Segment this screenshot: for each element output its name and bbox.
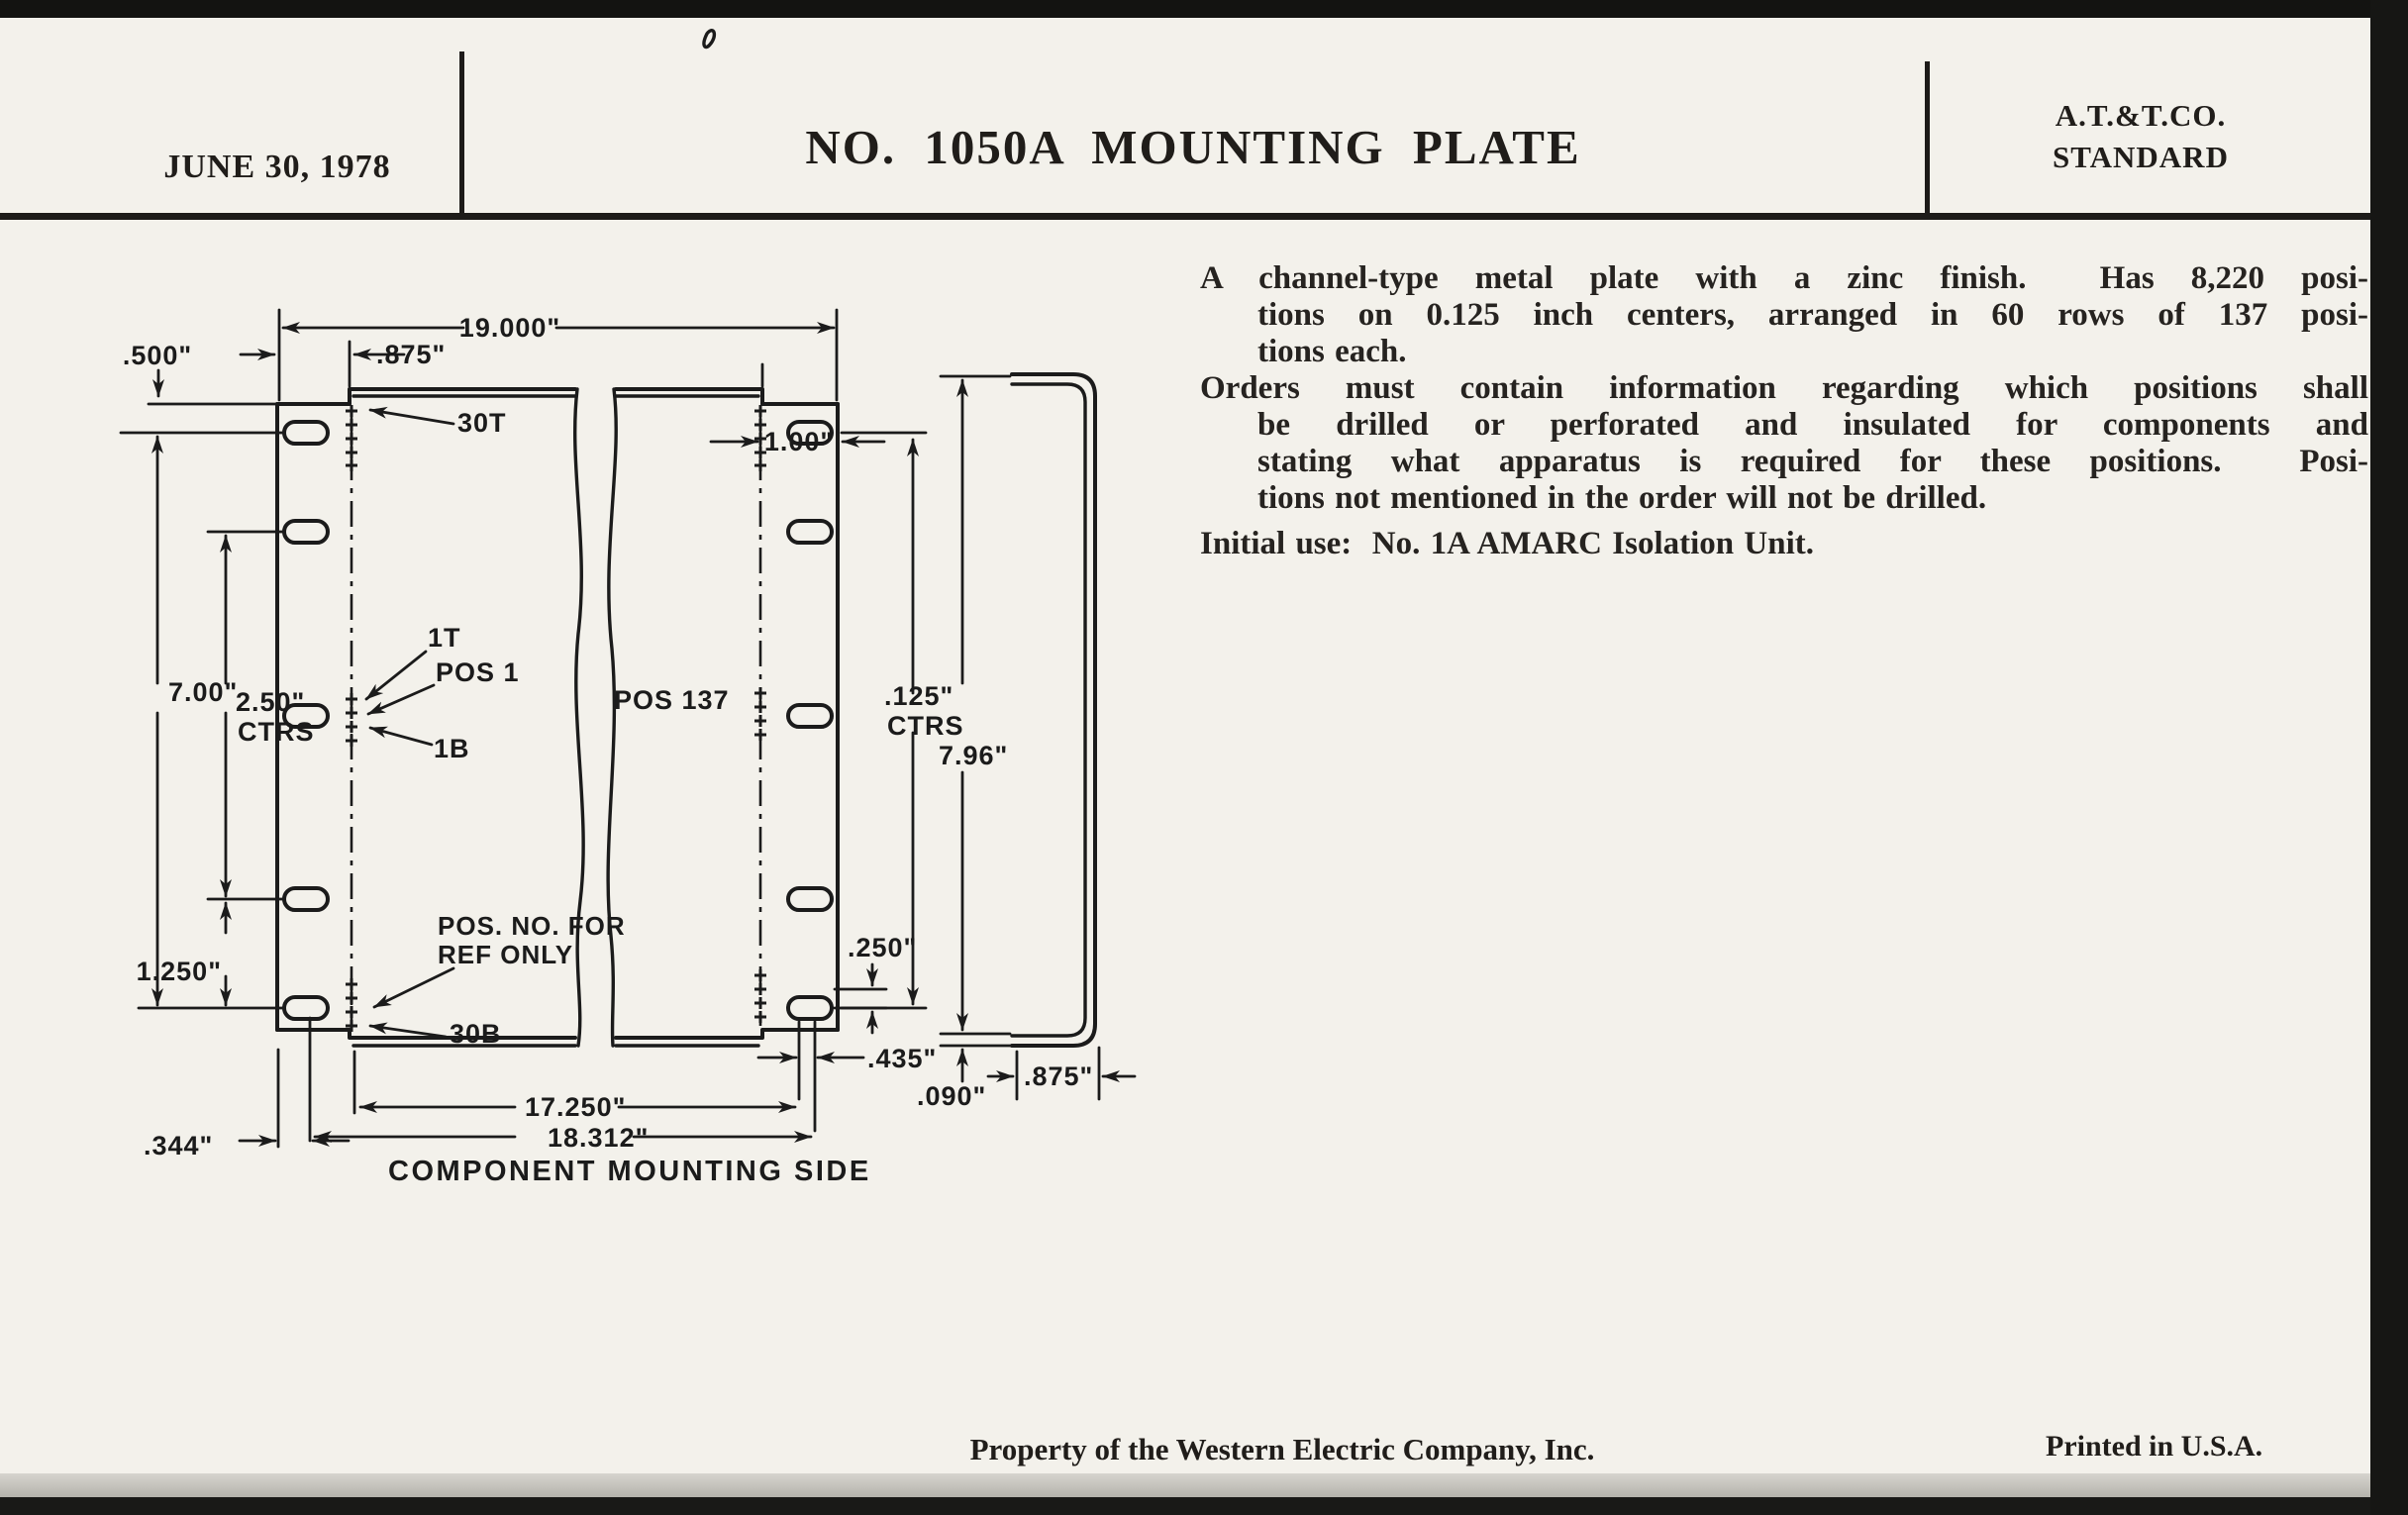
description-line: stating what apparatus is required for these positions. Posi- — [1257, 444, 2368, 479]
scan-artifact-mark — [704, 31, 714, 48]
component-mounting-side-caption: COMPONENT MOUNTING SIDE — [388, 1156, 871, 1187]
dim-1250-label: 1.250" — [136, 957, 222, 986]
slot-right-row2 — [788, 521, 832, 543]
dim-700-label: 7.00" — [168, 677, 239, 707]
footer-printed-in-usa: Printed in U.S.A. — [2046, 1430, 2263, 1463]
org-line-1: A.T.&T.CO. — [2055, 98, 2227, 133]
dim-18312-label: 18.312" — [548, 1123, 650, 1153]
dim-250ctrs-label: 2.50" — [236, 687, 306, 717]
slot-right-row4 — [788, 888, 832, 910]
dim-250-label: .250" — [848, 933, 918, 962]
plate-side-profile — [1012, 374, 1095, 1046]
pos-1b-label: 1B — [434, 734, 470, 763]
dim-17250-label: 17.250" — [525, 1092, 627, 1122]
slot-right-row5 — [788, 997, 832, 1019]
pos-no-ref-line2: REF ONLY — [438, 940, 574, 969]
dim-796-label: 7.96" — [939, 741, 1009, 770]
dim-090-label: .090" — [917, 1081, 987, 1111]
ctrs-right-label: CTRS — [887, 711, 964, 741]
slot-left-row1 — [284, 422, 328, 444]
ctrs-left-label: CTRS — [238, 717, 315, 747]
description-line: tions on 0.125 inch centers, arranged in 60 rows of 137 posi- — [1257, 297, 2368, 333]
dim-435-label: .435" — [867, 1044, 938, 1073]
scan-band-bottom — [0, 1473, 2408, 1497]
scan-edge-bottom — [0, 1497, 2408, 1515]
issue-date: JUNE 30, 1978 — [163, 149, 391, 185]
pos-137-label: POS 137 — [614, 685, 730, 715]
description-line: tions not mentioned in the order will not be drilled. — [1257, 480, 1987, 516]
description-line: Orders must contain information regarding which positions shall — [1200, 370, 2368, 406]
dim-344-label: .344" — [144, 1131, 214, 1161]
scan-edge-right — [2370, 0, 2408, 1515]
page-title: NO. 1050A MOUNTING PLATE — [805, 120, 1581, 174]
org-line-2: STANDARD — [2053, 140, 2229, 174]
dim-19000-label: 19.000" — [458, 313, 561, 343]
pos-30b-label: 30B — [450, 1019, 502, 1049]
pos-1t-label: 1T — [428, 623, 461, 653]
dim-100-label: 1.00" — [763, 427, 835, 456]
description-line: be drilled or perforated and insulated for components and — [1257, 407, 2368, 443]
slot-right-row3 — [788, 705, 832, 727]
description-line: A channel-type metal plate with a zinc finish. Has 8,220 posi- — [1200, 260, 2368, 296]
slot-left-row5 — [284, 997, 328, 1019]
footer-property-notice: Property of the Western Electric Company, Inc. — [969, 1432, 1595, 1466]
scan-edge-top — [0, 0, 2408, 18]
slot-left-row2 — [284, 521, 328, 543]
dim-500-label: .500" — [122, 341, 193, 370]
slot-left-row4 — [284, 888, 328, 910]
pos-no-ref-line1: POS. NO. FOR — [438, 911, 626, 941]
dim-875-side-label: .875" — [1024, 1061, 1094, 1091]
dim-875-top-label: .875" — [376, 340, 447, 369]
initial-use-line: Initial use: No. 1A AMARC Isolation Unit. — [1200, 526, 1814, 561]
description-line: tions each. — [1257, 334, 1407, 369]
dim-125-label: .125" — [884, 681, 954, 711]
pos-1-label: POS 1 — [436, 657, 520, 687]
pos-30t-label: 30T — [457, 408, 507, 438]
